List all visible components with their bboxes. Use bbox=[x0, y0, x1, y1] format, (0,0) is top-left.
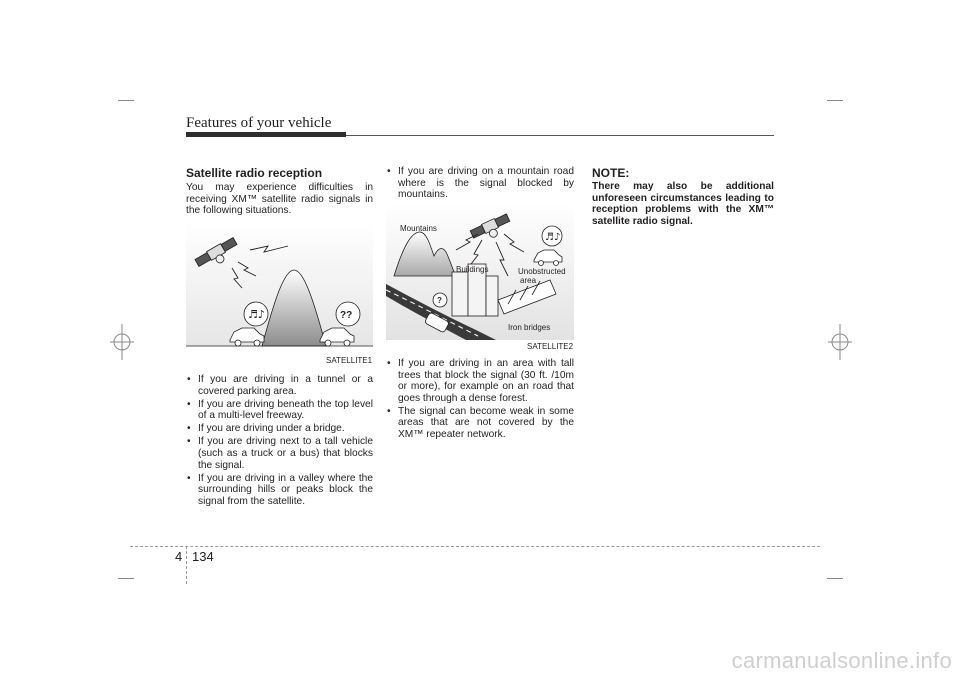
intro-paragraph: You may experience difficulties in receiving XM™ satellite radio signals in the following situations. bbox=[186, 182, 373, 217]
label-buildings: Buildings bbox=[456, 265, 489, 274]
label-area: area bbox=[520, 276, 537, 285]
left-bullet-list bbox=[186, 374, 373, 509]
list-item: • If you are driving beneath the top level of a multi-level freeway. bbox=[186, 399, 373, 422]
list-item: • If you are driving in a tunnel or a covered parking area. bbox=[186, 374, 373, 397]
list-item: • If you are driving next to a tall vehicle (such as a truck or a bus) that blocks the signal. bbox=[186, 436, 373, 471]
note-body: There may also be additional unforeseen circumstances leading to reception problems with the XM™ satellite radio signal. bbox=[592, 181, 774, 227]
svg-text:♬♪: ♬♪ bbox=[545, 232, 561, 243]
label-mountains: Mountains bbox=[400, 224, 437, 233]
crop-mark bbox=[827, 578, 843, 579]
middle-top-bullet bbox=[386, 166, 574, 202]
page-number: 134 bbox=[192, 549, 214, 564]
list-item: • If you are driving on a mountain road where is the signal blocked by mountains. bbox=[386, 166, 574, 201]
satellite2-illustration bbox=[386, 204, 574, 348]
satellite1-illustration bbox=[186, 222, 373, 368]
footer-divider bbox=[186, 546, 187, 584]
crop-mark bbox=[118, 578, 134, 579]
question-marks: ?? bbox=[340, 310, 353, 321]
list-item: • If you are driving in an area with tall trees that block the signal (30 ft. /10m or more), for example on an road that goes through a dense forest. bbox=[386, 358, 574, 404]
section-heading: Satellite radio reception bbox=[186, 166, 323, 180]
figure-caption-satellite1: SATELLITE1 bbox=[326, 356, 373, 365]
watermark-link[interactable]: carmanualsonline.info bbox=[731, 648, 952, 673]
list-item: • If you are driving under a bridge. bbox=[186, 423, 373, 435]
crop-mark bbox=[118, 100, 134, 101]
registration-mark-right bbox=[826, 324, 854, 360]
middle-bullet-list bbox=[386, 358, 574, 442]
label-unobstructed: Unobstructed bbox=[518, 267, 566, 276]
svg-text:♬♪: ♬♪ bbox=[248, 308, 265, 321]
note-title: NOTE: bbox=[592, 166, 630, 180]
header-rule bbox=[346, 135, 774, 136]
list-item: • The signal can become weak in some areas that are not covered by the XM™ repeater network. bbox=[386, 406, 574, 441]
footer-rule bbox=[130, 546, 820, 547]
header-bar bbox=[186, 132, 346, 137]
crop-mark bbox=[827, 100, 843, 101]
label-question: ? bbox=[437, 296, 442, 305]
chapter-number: 4 bbox=[175, 549, 183, 564]
figure-caption-satellite2: SATELLITE2 bbox=[527, 342, 574, 351]
label-iron-bridges: Iron bridges bbox=[508, 323, 551, 332]
registration-mark-left bbox=[108, 324, 136, 360]
section-header-title: Features of your vehicle bbox=[186, 115, 332, 131]
list-item: • If you are driving in a valley where the surrounding hills or peaks block the signal from the satellite. bbox=[186, 473, 373, 508]
